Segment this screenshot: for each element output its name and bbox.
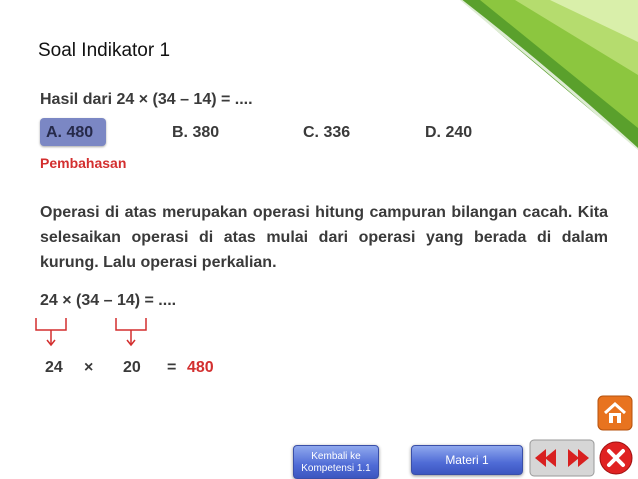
slide-title: Soal Indikator 1 <box>38 40 171 61</box>
back-button-line2: Kompetensi 1.1 <box>301 463 371 474</box>
step-times-sign: × <box>84 359 94 376</box>
back-button-line1: Kembali ke <box>311 451 361 462</box>
home-icon[interactable] <box>597 395 633 431</box>
option-b[interactable]: B. 380 <box>172 124 220 141</box>
step-first-operand: 24 <box>45 359 63 376</box>
option-a-selected[interactable] <box>40 118 106 146</box>
expression: 24 × (34 – 14) = .... <box>40 292 177 309</box>
option-a-label: A. 480 <box>46 124 94 141</box>
option-c[interactable]: C. 336 <box>303 124 351 141</box>
step-equals-sign: = <box>167 359 177 376</box>
step-result: 480 <box>187 359 214 376</box>
bracket-right <box>116 318 146 330</box>
step-second-operand: 20 <box>123 359 141 376</box>
explanation-text: Operasi di atas merupakan operasi hitung campuran bilangan cacah. Kita selesaikan operasi di atas mulai dari operasi yang berada di dalam kurung. Lalu operasi perkalian. <box>40 204 608 271</box>
section-label: Pembahasan <box>40 155 127 171</box>
back-to-competency-button[interactable] <box>293 445 379 479</box>
question-text: Hasil dari 24 × (34 – 14) = .... <box>40 91 253 108</box>
option-d[interactable]: D. 240 <box>425 124 473 141</box>
bracket-left <box>36 318 66 330</box>
materi-button[interactable]: Materi 1 <box>411 445 523 475</box>
close-icon[interactable] <box>598 440 634 476</box>
prev-next-group <box>529 439 595 477</box>
bracket-arrows <box>30 316 170 356</box>
